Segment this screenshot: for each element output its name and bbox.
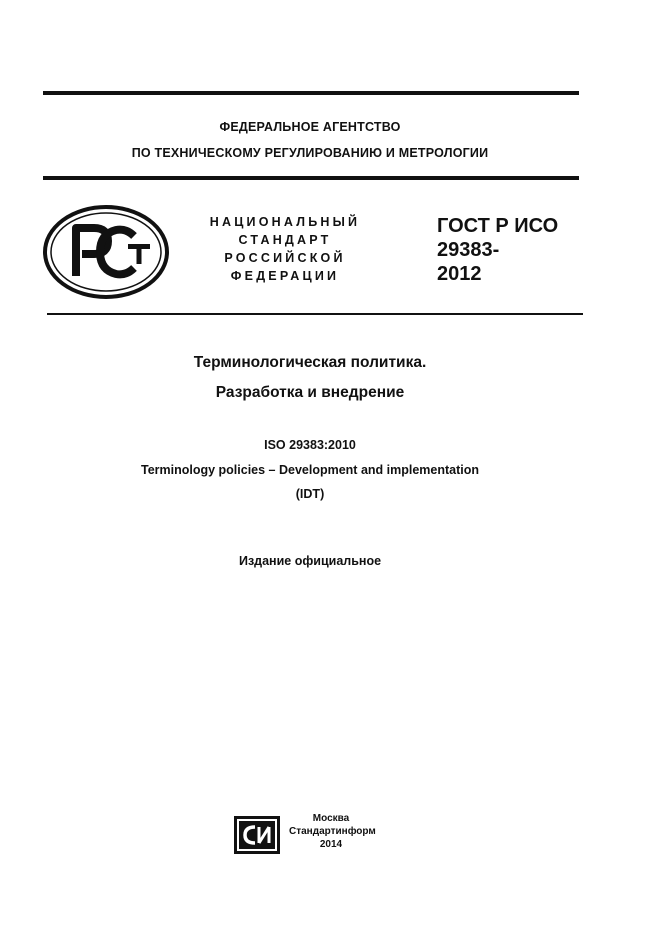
publisher-year: 2014	[319, 839, 343, 850]
edition-label: Издание официальное	[238, 554, 382, 568]
agency-line-2: ПО ТЕХНИЧЕСКОМУ РЕГУЛИРОВАНИЮ И МЕТРОЛОГИИ	[131, 146, 489, 160]
designation-line: ГОСТ Р ИСО	[437, 215, 559, 237]
designation-line: 29383-	[437, 239, 500, 261]
publisher-info	[289, 812, 376, 851]
agency-line-1: ФЕДЕРАЛЬНОЕ АГЕНТСТВО	[219, 120, 401, 134]
thin-rule	[47, 313, 583, 315]
national-standard-line: СТАНДАРТ	[238, 233, 332, 247]
standartinform-logo-icon	[233, 815, 281, 855]
publisher-name: Стандартинформ	[289, 826, 376, 837]
designation-line: 2012	[437, 263, 482, 285]
document-title-line-1: Терминологическая политика.	[193, 354, 427, 371]
iso-degree: (IDT)	[295, 487, 325, 501]
middle-rule	[43, 176, 579, 180]
national-standard-line: НАЦИОНАЛЬНЫЙ	[209, 215, 361, 229]
standard-designation	[437, 214, 558, 286]
publisher-city: Москва	[312, 813, 350, 824]
iso-code: ISO 29383:2010	[264, 438, 356, 452]
national-standard-line: ФЕДЕРАЦИИ	[230, 269, 340, 283]
rst-logo-icon	[42, 204, 170, 300]
top-rule	[43, 91, 579, 95]
document-title-line-2: Разработка и внедрение	[215, 384, 405, 401]
national-standard-line: РОССИЙСКОЙ	[224, 251, 346, 265]
iso-english-title: Terminology policies – Development and implementation	[140, 463, 480, 477]
national-standard-label	[195, 213, 375, 285]
